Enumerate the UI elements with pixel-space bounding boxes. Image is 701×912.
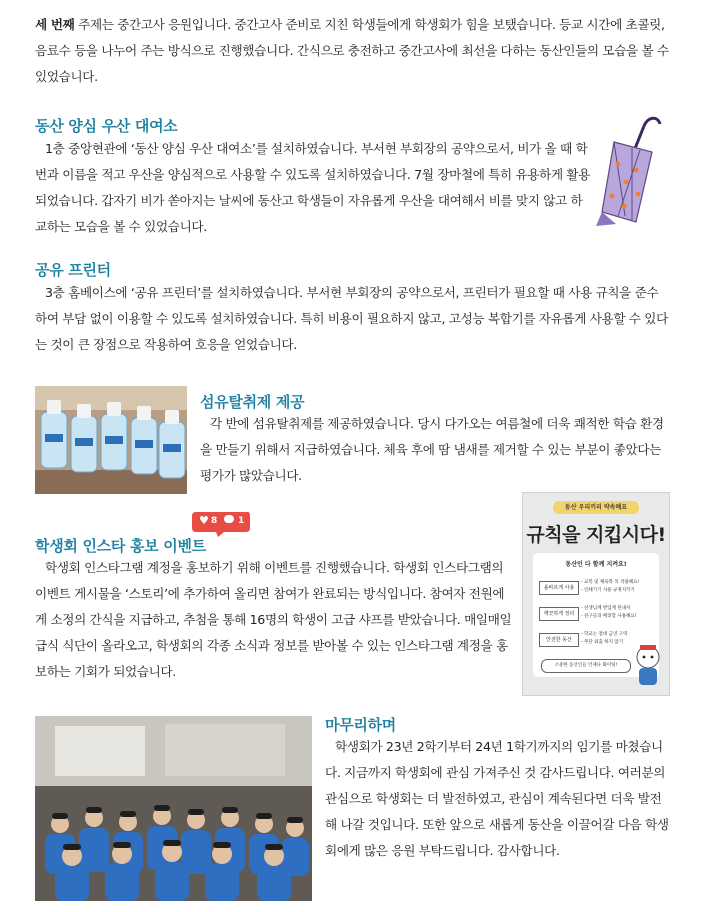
mascot-illustration [631, 643, 665, 687]
poster-subtitle: 동산인 다 함께 지켜요! [565, 561, 627, 568]
poster-rule-line: - 학교는 절대 금연 구역 [581, 632, 628, 637]
poster-rule-tag: 깨끗하게 정리 [539, 607, 579, 621]
umbrella-paragraph: 1층 중앙현관에 ‘동산 양심 우산 대여소’를 설치하였습니다. 부서현 부회장의 공약으로서, 비가 올 때 학번과 이름을 적고 우산을 양심적으로 사용할 수 있도록 설치하였습니다. 7월 장마철에 특히 유용하게 활용되었습니다. 갑자기 비가 쏟아지는 날씨에 동산고 학생들이 자유롭게 우산을 대여해서 비를 맞지 않고 하교하는 모습을 볼 수 있었습니다. [35, 141, 591, 234]
printer-paragraph: 3층 홈베이스에 ‘공유 프린터’를 설치하였습니다. 부서현 부회장의 공약으로서, 프린터가 필요할 때 사용 규칙을 준수하여 부담 없이 이용할 수 있도록 설치하였습니다. 특히 비용이 필요하지 않고, 고성능 복합기를 자유롭게 사용할 수 있다는 것이 큰 장점으로 작용하여 호응을 얻었습니다. [35, 285, 668, 352]
mascot-icon [631, 643, 665, 687]
umbrella-heading: 동산 양심 우산 대여소 [35, 117, 178, 135]
poster-rule-line: - 친구들과 배려할 사용해요! [581, 614, 637, 619]
comment-icon [224, 515, 234, 523]
group-photo-image [35, 716, 312, 901]
poster-rule-line: - 무단 외출 하지 않기 [581, 640, 624, 645]
poster-title: 규칙을 지킵시다! [526, 524, 666, 546]
spray-bottles-image [35, 386, 187, 494]
umbrella-icon [592, 112, 670, 230]
poster-rule-line: - 인쇄기기 사용 규정지키기 [581, 588, 635, 593]
umbrella-illustration [592, 112, 670, 230]
poster-footer: 소중한 동산인들 언제나 화이팅! [541, 659, 631, 673]
poster-rule [539, 577, 655, 599]
comments-count: 1 [238, 516, 245, 526]
poster-rule [539, 603, 655, 625]
poster-top-banner: 동산 우리끼리 약속해요 [553, 501, 639, 514]
poster-rule-tag: 올바르게 사용 [539, 581, 579, 595]
heart-icon: ♥ [199, 514, 209, 527]
intro-body: 주제는 중간고사 응원입니다. 중간고사 준비로 지친 학생들에게 학생회가 힘을 보탰습니다. 등교 시간에 초콜릿, 음료수 등을 나누어 주는 방식으로 진행했습니다. 간식으로 충전하고 중간고사에 최선을 다하는 동산인들의 모습을 볼 수 있었습니다. [35, 17, 669, 84]
insta-paragraph: 학생회 인스타그램 계정을 홍보하기 위해 이벤트를 진행했습니다. 학생회 인스타그램의 이벤트 게시물을 ‘스토리’에 추가하여 올리면 참여가 완료되는 방식입니다. 참여자 전원에게 소정의 간식을 지급하고, 추첨을 통해 16명의 학생이 고급 샤프를 받았습니다. 매일매일 급식 식단이 올라오고, 학생회의 각종 소식과 정보를 받아볼 수 있는 인스타그램 계정을 홍보하는 기회가 되었습니다. [35, 560, 512, 679]
poster-rule-line: - 교복 및 체육복 꼭 착용해요! [581, 580, 640, 585]
deodorant-heading: 섬유탈취제 제공 [200, 393, 305, 411]
insta-heading: 학생회 인스타 홍보 이벤트 [35, 537, 206, 555]
rules-poster [522, 492, 670, 696]
printer-heading: 공유 프린터 [35, 261, 111, 279]
deodorant-photo [35, 386, 187, 494]
closing-paragraph: 학생회가 23년 2학기부터 24년 1학기까지의 임기를 마쳤습니다. 지금까지 학생회에 관심 가져주신 것 감사드립니다. 여러분의 관심으로 학생회는 더 발전하였고, 관심이 계속된다면 더욱 발전해 나갈 것입니다. 또한 앞으로 새롭게 동산을 이끌어갈 다음 학생회에게 많은 응원 부탁드립니다. 감사합니다. [325, 739, 669, 858]
poster-rule-line: - 선생님께 반입계 된내서 [581, 606, 631, 611]
deodorant-paragraph: 각 반에 섬유탈취제를 제공하였습니다. 당시 다가오는 여름철에 더욱 쾌적한 학습 환경을 만들기 위해서 지급하였습니다. 체육 후에 땀 냄새를 제거할 수 있는 부분이 좋았다는 평가가 많았습니다. [200, 416, 664, 483]
likes-count: 8 [211, 516, 218, 526]
closing-heading: 마무리하며 [325, 716, 396, 734]
poster-rule-tag: 안전한 동산 [539, 633, 579, 647]
student-council-photo [35, 716, 312, 901]
notification-badge [190, 510, 252, 538]
intro-paragraph [35, 12, 669, 90]
intro-lead: 세 번째 [35, 17, 75, 32]
